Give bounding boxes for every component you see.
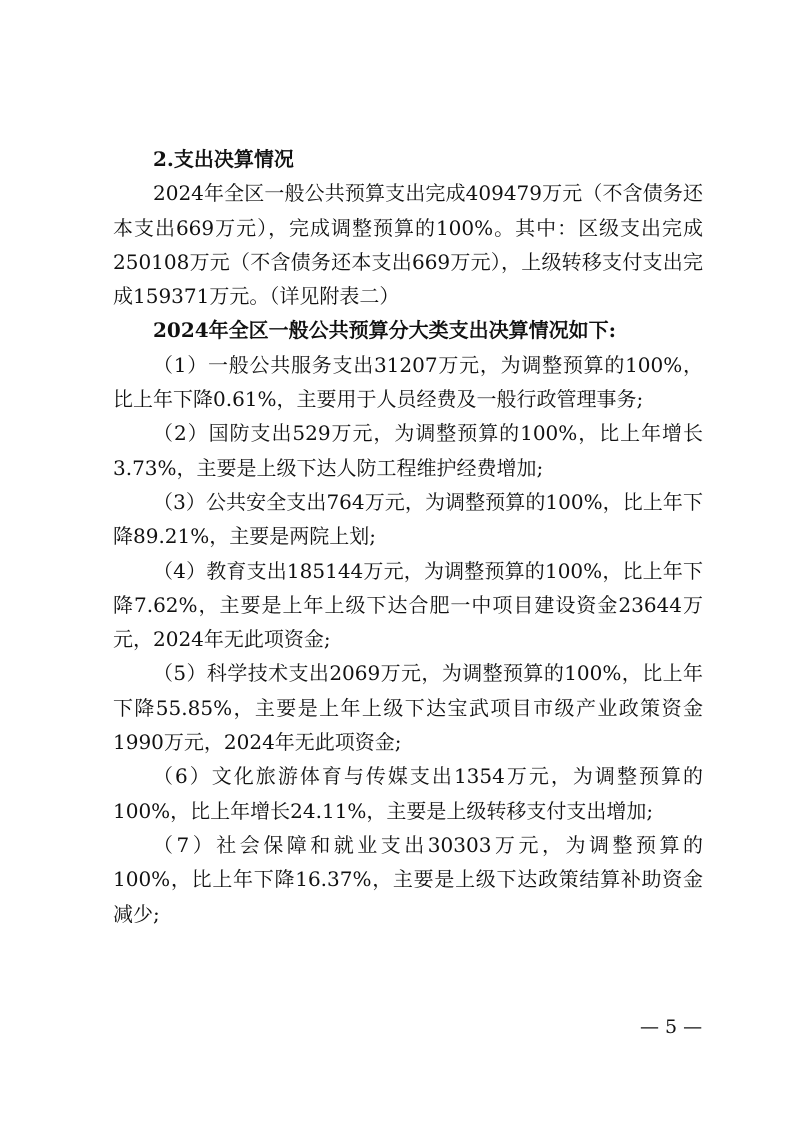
page-number: — 5 —	[640, 1016, 703, 1038]
item-public-security: （3）公共安全支出764万元，为调整预算的100%，比上年下降89.21%，主要是两院上划;	[113, 489, 703, 549]
document-body	[113, 142, 703, 931]
section-heading: 2.支出决算情况	[153, 147, 294, 171]
item-social-security-employment: （7）社会保障和就业支出30303万元，为调整预算的100%，比上年下降16.37%，主要是上级下达政策结算补助资金减少;	[113, 832, 703, 926]
item-science-technology: （5）科学技术支出2069万元，为调整预算的100%，比上年下降55.85%，主要是上年上级下达宝武项目市级产业政策资金1990万元，2024年无此项资金;	[113, 661, 703, 755]
item-national-defense: （2）国防支出529万元，为调整预算的100%，比上年增长3.73%，主要是上级下达人防工程维护经费增加;	[113, 421, 703, 480]
summary-paragraph: 2024年全区一般公共预算支出完成409479万元（不含债务还本支出669万元），完成调整预算的100%。其中：区级支出完成250108万元（不含债务还本支出669万元），上级转移支付支出完成159371万元。（详见附表二）	[113, 181, 703, 309]
item-education: （4）教育支出185144万元，为调整预算的100%，比上年下降7.62%，主要是上年上级下达合肥一中项目建设资金23644万元，2024年无此项资金;	[113, 558, 703, 652]
item-general-public-services: （1）一般公共服务支出31207万元，为调整预算的100%，比上年下降0.61%，主要用于人员经费及一般行政管理事务;	[113, 352, 703, 412]
category-subheading: 2024年全区一般公共预算分大类支出决算情况如下:	[153, 318, 617, 343]
item-culture-tourism-sports-media: （6）文化旅游体育与传媒支出1354万元，为调整预算的100%，比上年增长24.11%，主要是上级转移支付支出增加;	[113, 764, 703, 823]
